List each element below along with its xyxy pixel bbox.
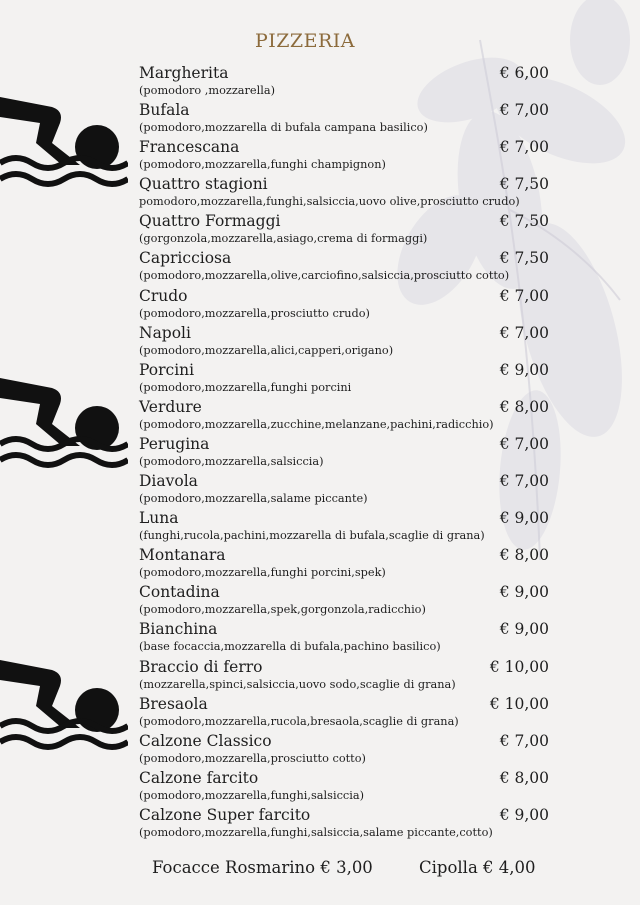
menu-item bbox=[139, 434, 555, 471]
item-price: € 9,00 bbox=[499, 360, 549, 379]
menu-item bbox=[139, 731, 555, 768]
item-name: Luna bbox=[139, 509, 179, 528]
item-name: Diavola bbox=[139, 472, 198, 491]
item-price: € 7,00 bbox=[499, 472, 549, 491]
item-description: (pomodoro ,mozzarella) bbox=[139, 84, 275, 97]
item-price: € 9,00 bbox=[499, 509, 549, 528]
item-price: € 7,00 bbox=[499, 138, 549, 157]
item-description: (pomodoro,mozzarella,funghi porcini,spek) bbox=[139, 566, 386, 580]
item-name: Calzone Super farcito bbox=[139, 805, 311, 824]
swimmer-icon bbox=[0, 660, 128, 755]
item-price: € 7,00 bbox=[499, 434, 549, 453]
menu-item bbox=[139, 657, 555, 694]
item-description: (funghi,rucola,pachini,mozzarella di bufala,scaglie di grana) bbox=[139, 529, 485, 543]
item-description: (mozzarella,spinci,salsiccia,uovo sodo,scaglie di grana) bbox=[139, 677, 456, 691]
item-name: Bresaola bbox=[139, 694, 208, 713]
menu-list bbox=[139, 63, 555, 842]
item-price: € 6,00 bbox=[499, 64, 549, 82]
menu-item bbox=[139, 508, 555, 545]
item-price: € 9,00 bbox=[499, 805, 549, 824]
item-price: € 7,00 bbox=[499, 286, 549, 305]
item-price: € 8,00 bbox=[499, 546, 549, 565]
item-description: (pomodoro,mozzarella,funghi,salsiccia,salame piccante,cotto) bbox=[139, 825, 493, 839]
item-price: € 7,00 bbox=[499, 101, 549, 120]
menu-item bbox=[139, 174, 555, 211]
menu-item bbox=[139, 694, 555, 731]
menu-item bbox=[139, 323, 555, 360]
menu-item bbox=[139, 211, 555, 248]
menu-item bbox=[139, 768, 555, 805]
item-price: € 7,00 bbox=[499, 323, 549, 342]
item-name: Calzone Classico bbox=[139, 731, 272, 750]
extra-focacce: Focacce Rosmarino € 3,00 bbox=[152, 858, 373, 877]
item-description: (gorgonzola,mozzarella,asiago,crema di formaggi) bbox=[139, 232, 428, 246]
item-description: (pomodoro,mozzarella,salsiccia) bbox=[139, 454, 324, 468]
item-description: (pomodoro,mozzarella,funghi,salsiccia) bbox=[139, 788, 364, 802]
item-name: Verdure bbox=[139, 397, 202, 416]
menu-item bbox=[139, 582, 555, 619]
item-price: € 8,00 bbox=[499, 768, 549, 787]
item-name: Capricciosa bbox=[139, 249, 232, 268]
item-name: Napoli bbox=[139, 323, 191, 342]
menu-item bbox=[139, 545, 555, 582]
item-price: € 8,00 bbox=[499, 397, 549, 416]
item-description: (pomodoro,mozzarella,alici,capperi,origano) bbox=[139, 343, 394, 357]
item-price: € 7,50 bbox=[499, 249, 549, 268]
item-description: (base focaccia,mozzarella di bufala,pachino basilico) bbox=[139, 640, 441, 654]
item-name: Braccio di ferro bbox=[139, 657, 263, 676]
item-description: (pomodoro,mozzarella,salame piccante) bbox=[139, 492, 368, 506]
menu-item bbox=[139, 100, 555, 137]
menu-item bbox=[139, 805, 555, 842]
item-name: Bianchina bbox=[139, 620, 218, 639]
menu-item bbox=[139, 248, 555, 285]
item-name: Francescana bbox=[139, 138, 240, 157]
item-price: € 9,00 bbox=[499, 620, 549, 639]
item-name: Margherita bbox=[139, 64, 229, 82]
item-name: Contadina bbox=[139, 583, 220, 602]
item-description: (pomodoro,mozzarella,rucola,bresaola,scaglie di grana) bbox=[139, 714, 459, 728]
menu-item bbox=[139, 63, 555, 100]
menu-item bbox=[139, 286, 555, 323]
item-description: (pomodoro,mozzarella,funghi champignon) bbox=[139, 158, 386, 172]
item-name: Montanara bbox=[139, 546, 226, 565]
item-price: € 9,00 bbox=[499, 583, 549, 602]
item-description: (pomodoro,mozzarella,spek,gorgonzola,radicchio) bbox=[139, 603, 426, 617]
extra-cipolla: Cipolla € 4,00 bbox=[419, 858, 536, 877]
item-price: € 10,00 bbox=[489, 694, 549, 713]
menu-item bbox=[139, 619, 555, 656]
item-price: € 7,00 bbox=[499, 731, 549, 750]
item-description: pomodoro,mozzarella,funghi,salsiccia,uovo olive,prosciutto crudo) bbox=[139, 195, 520, 209]
page-title: PIZZERIA bbox=[254, 30, 356, 52]
item-price: € 7,50 bbox=[499, 212, 549, 231]
menu-item bbox=[139, 471, 555, 508]
menu-item bbox=[139, 360, 555, 397]
item-name: Quattro stagioni bbox=[139, 175, 268, 194]
menu-item bbox=[139, 137, 555, 174]
item-description: (pomodoro,mozzarella,prosciutto cotto) bbox=[139, 751, 366, 765]
item-name: Quattro Formaggi bbox=[139, 212, 281, 231]
item-name: Porcini bbox=[139, 360, 195, 379]
item-name: Perugina bbox=[139, 434, 210, 453]
item-description: (pomodoro,mozzarella,olive,carciofino,salsiccia,prosciutto cotto) bbox=[139, 269, 510, 283]
item-description: (pomodoro,mozzarella,zucchine,melanzane,pachini,radicchio) bbox=[139, 417, 494, 431]
item-name: Crudo bbox=[139, 286, 188, 305]
item-price: € 10,00 bbox=[489, 657, 549, 676]
item-name: Calzone farcito bbox=[139, 768, 259, 787]
item-price: € 7,50 bbox=[499, 175, 549, 194]
item-name: Bufala bbox=[139, 101, 190, 120]
item-description: (pomodoro,mozzarella di bufala campana basilico) bbox=[139, 121, 428, 135]
item-description: (pomodoro,mozzarella,prosciutto crudo) bbox=[139, 306, 370, 320]
item-description: (pomodoro,mozzarella,funghi porcini bbox=[139, 380, 352, 394]
swimmer-icon bbox=[0, 97, 128, 192]
menu-item bbox=[139, 397, 555, 434]
swimmer-icon bbox=[0, 378, 128, 473]
